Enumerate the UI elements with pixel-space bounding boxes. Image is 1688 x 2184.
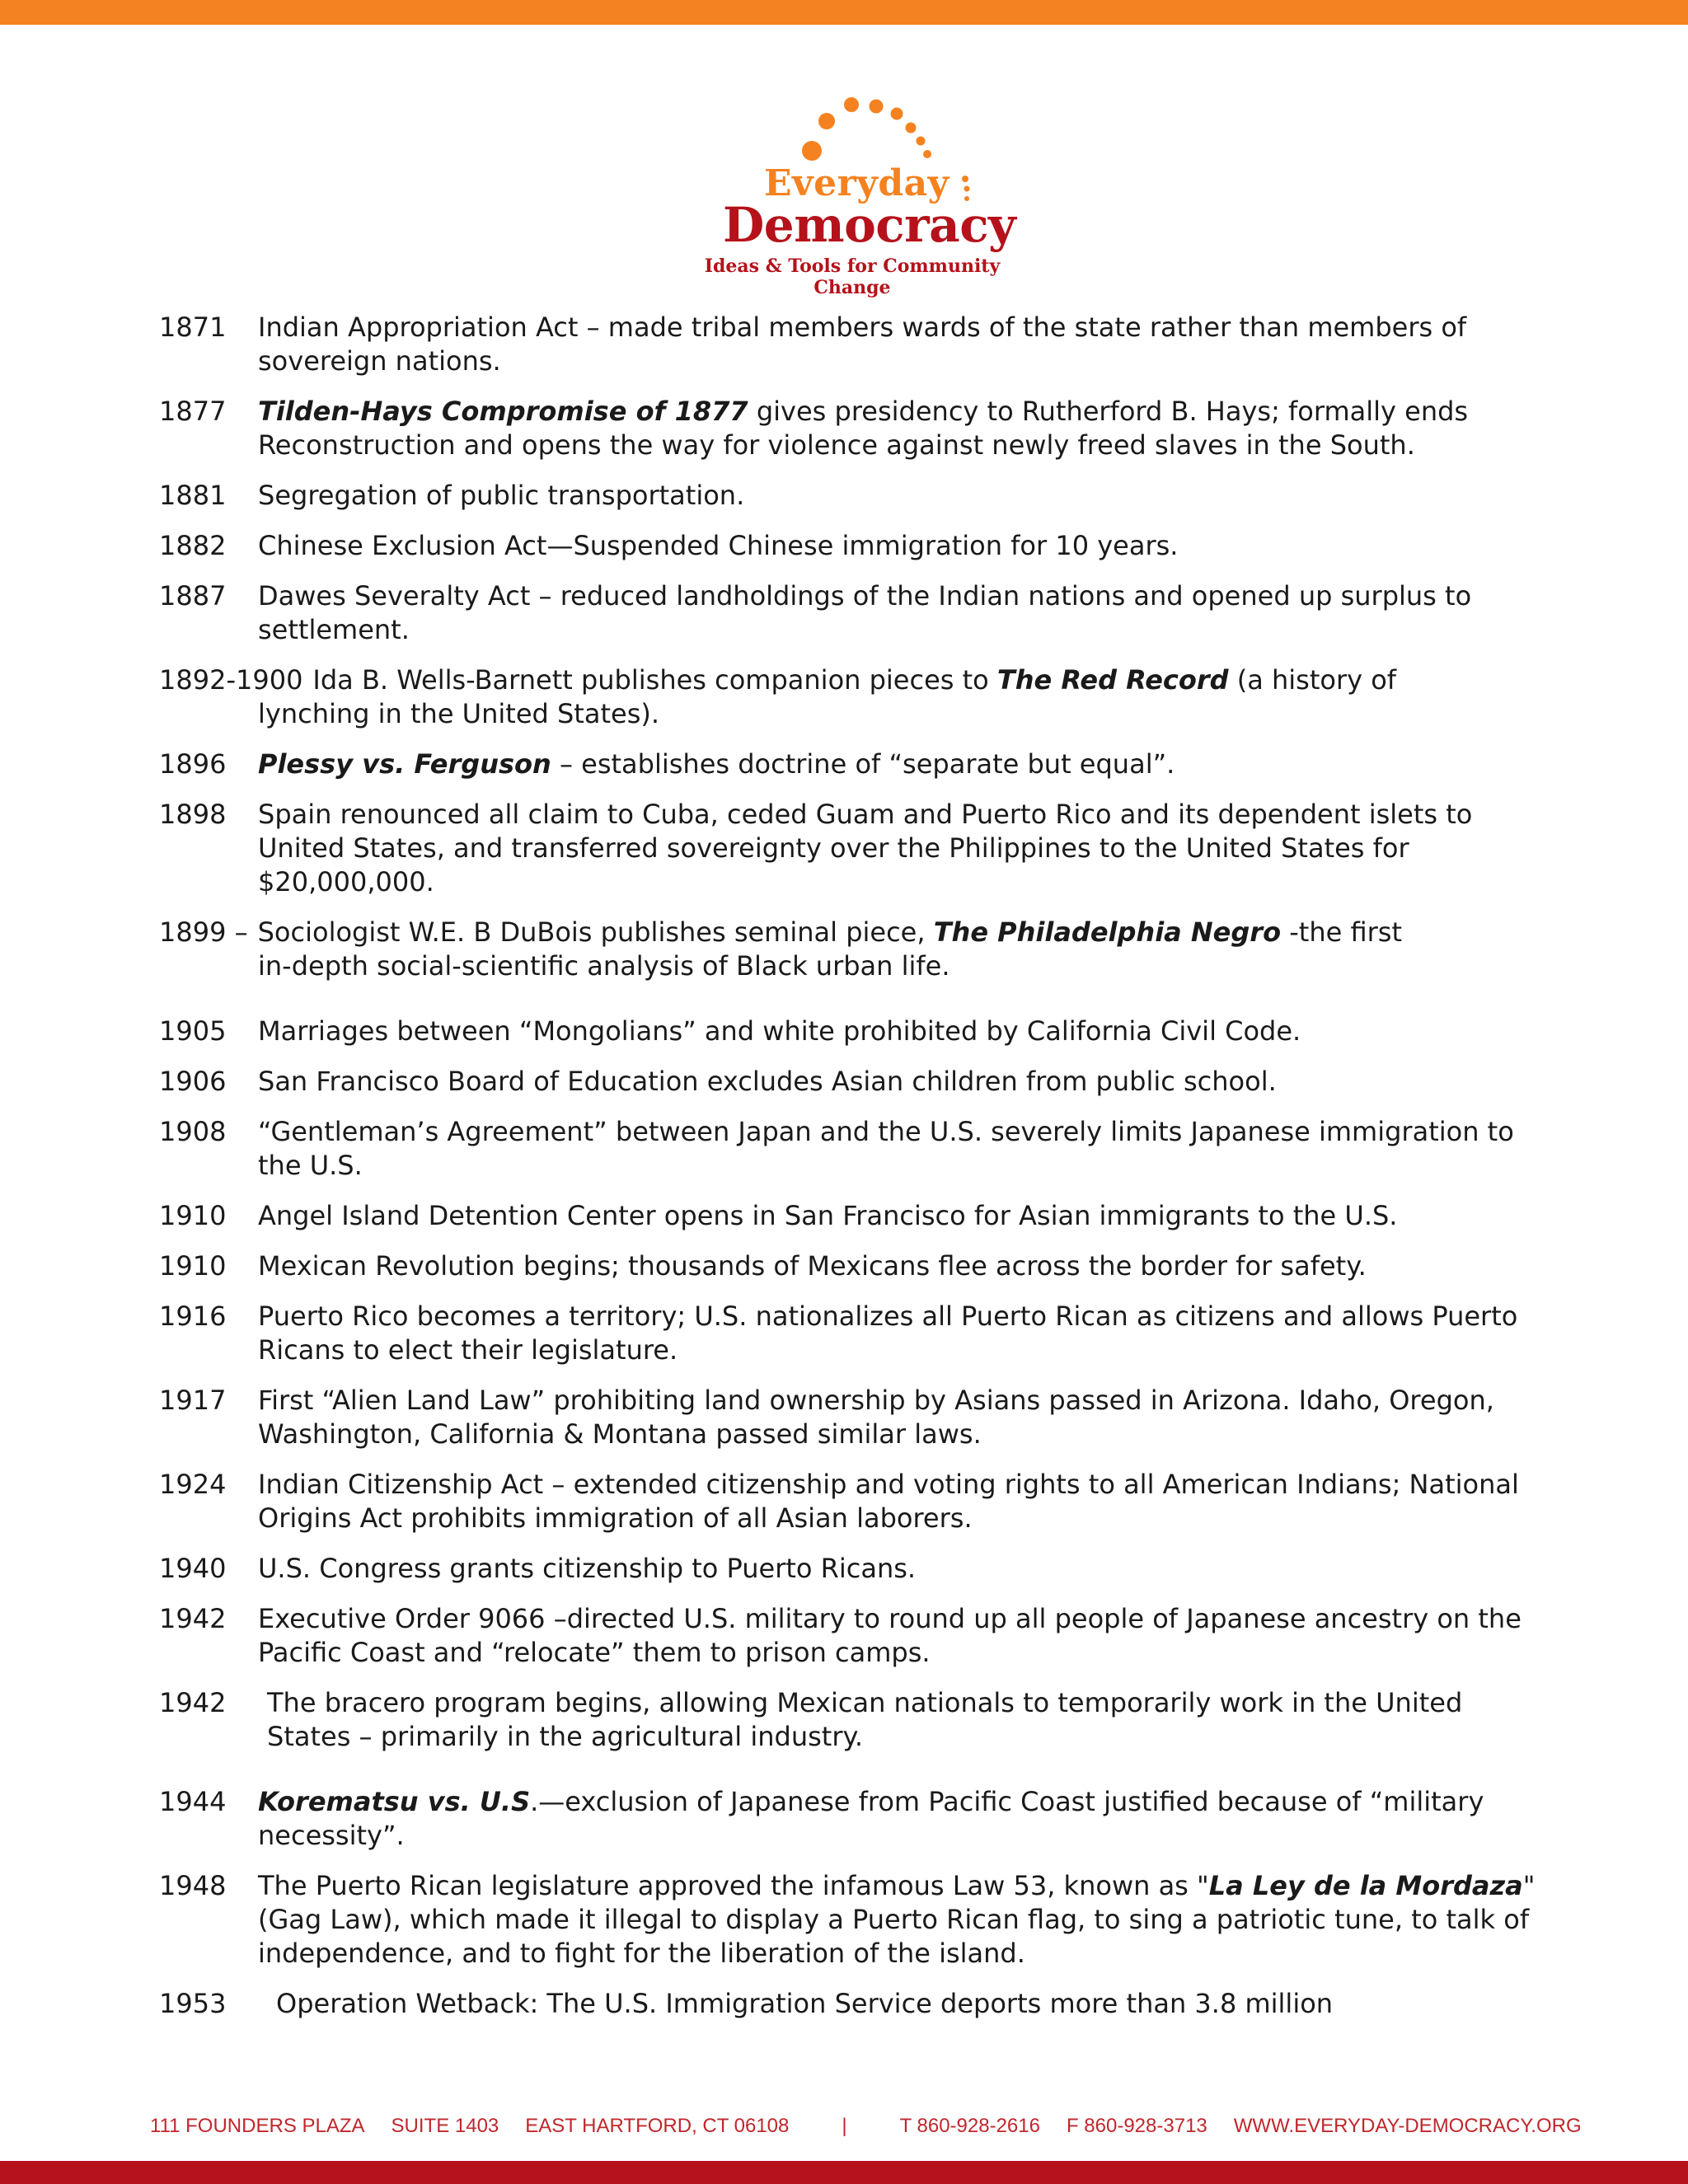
footer-website-link[interactable]: WWW.EVERYDAY-DEMOCRACY.ORG [1233,2115,1582,2137]
entry-description [159,798,1544,899]
entry-description [159,916,1544,983]
footer-city: EAST HARTFORD, CT 06108 [525,2115,790,2137]
everyday-democracy-logo [663,87,1034,298]
footer-suite: SUITE 1403 [391,2115,499,2137]
timeline-entry [159,1065,1544,1099]
entry-description [159,311,1544,378]
entry-year: 1940 [159,1553,227,1584]
entry-year: 1881 [159,480,227,511]
entry-text: Mexican Revolution begins; thousands of Mexicans flee across the border for safety. [258,1250,1367,1282]
entry-description [159,1015,1544,1048]
entry-text: gives presidency to Rutherford B. Hays; formally ends Reconstruction and opens the way for violence against newly freed slaves in the South. [258,396,1469,461]
entry-text: The Puerto Rican legislature approved the infamous Law 53, known as " [258,1870,1209,1901]
entry-text: Executive Order 9066 –directed U.S. military to round up all people of Japanese ancestry on the Pacific Coast and “relocate” them to prison camps. [258,1603,1522,1668]
entry-year: 1898 [159,799,227,830]
entry-description [159,395,1544,462]
timeline-entry [159,1115,1544,1183]
entry-text: Spain renounced all claim to Cuba, ceded Guam and Puerto Rico and its dependent islets to United States, and transferred sovereignty over the Philippines to the United States for $20,000,000. [258,799,1473,898]
footer-address: 111 FOUNDERS PLAZA [150,2115,365,2137]
entry-description [159,663,1544,731]
timeline-entry [159,1249,1544,1283]
timeline-entry [159,916,1544,983]
entry-text: Marriages between “Mongolians” and white prohibited by California Civil Code. [258,1015,1301,1047]
entry-text: Ida B. Wells-Barnett publishes companion pieces to [312,664,997,696]
entry-continuation: lynching in the United States). [258,698,660,729]
entry-description [159,579,1544,647]
entry-year: 1924 [159,1469,227,1500]
entry-text: – establishes doctrine of “separate but equal”. [551,748,1175,780]
entry-description [159,1249,1544,1283]
timeline-entry [159,1199,1544,1233]
entry-description [159,1065,1544,1099]
entry-text: The bracero program begins, allowing Mexican nationals to temporarily work in the United States – primarily in the agricultural industry. [267,1687,1463,1752]
entry-description [159,1384,1544,1451]
timeline-entry [159,579,1544,647]
timeline-entry [159,1987,1544,2021]
top-accent-bar [0,0,1688,25]
bottom-accent-bar [0,2161,1688,2184]
timeline-entry [159,1602,1544,1670]
entry-year: 1917 [159,1385,227,1416]
entry-description [159,1869,1544,1971]
entry-year: 1942 [159,1603,227,1634]
entry-text: -the first [1281,916,1402,948]
timeline-list [159,311,1544,2037]
entry-emphasis: Tilden-Hays Compromise of 1877 [258,396,748,427]
entry-text: " (Gag Law), which made it illegal to display a Puerto Rican flag, to sing a patriotic tune, to talk of independence, and to fight for the liberation of the island. [258,1870,1536,1969]
entry-emphasis: The Red Record [996,664,1229,696]
entry-text: Chinese Exclusion Act—Suspended Chinese immigration for 10 years. [258,530,1179,561]
entry-year: 1871 [159,312,227,343]
logo-wordmark-everyday: Everyday [764,162,950,204]
entry-text: First “Alien Land Law” prohibiting land ownership by Asians passed in Arizona. Idaho, Oregon, Washington, California & Montana passed similar laws. [258,1385,1494,1450]
timeline-entry [159,748,1544,781]
entry-text: Indian Appropriation Act – made tribal members wards of the state rather than members of sovereign nations. [258,312,1467,377]
entry-year: 1942 [159,1687,227,1718]
entry-description [159,1686,1544,1754]
footer-contact [150,2115,1582,2138]
entry-text: U.S. Congress grants citizenship to Puerto Ricans. [258,1553,917,1584]
logo-tagline: Ideas & Tools for Community Change [704,255,1001,298]
entry-year: 1892-1900 [159,664,303,696]
entry-year: 1916 [159,1301,227,1332]
entry-description [159,1115,1544,1183]
entry-year: 1908 [159,1116,227,1147]
entry-year: 1887 [159,580,227,612]
timeline-entry [159,1552,1544,1586]
entry-description [159,1987,1544,2021]
footer-separator: | [842,2115,847,2137]
entry-text: Angel Island Detention Center opens in San Francisco for Asian immigrants to the U.S. [258,1200,1398,1231]
timeline-entry [159,529,1544,563]
entry-text: “Gentleman’s Agreement” between Japan and the U.S. severely limits Japanese immigration to the U.S. [258,1116,1514,1181]
logo-wordmark-democracy: Democracy [723,197,1016,253]
entry-year: 1910 [159,1250,227,1282]
entry-emphasis: The Philadelphia Negro [933,916,1282,948]
entry-emphasis: Plessy vs. Ferguson [258,748,551,780]
entry-year: 1896 [159,748,227,780]
entry-description [159,1199,1544,1233]
footer-phone: T 860-928-2616 [899,2115,1040,2137]
timeline-entry [159,1300,1544,1367]
entry-text: Operation Wetback: The U.S. Immigration Service deports more than 3.8 million [276,1988,1334,2019]
entry-continuation: in-depth social-scientific analysis of Black urban life. [258,950,950,982]
entry-emphasis: La Ley de la Mordaza [1208,1870,1523,1901]
entry-description [159,1300,1544,1367]
entry-year: 1899 – [159,916,248,948]
entry-year: 1877 [159,396,227,427]
entry-text: .—exclusion of Japanese from Pacific Coast justified because of “military necessity”. [258,1786,1484,1851]
entry-year: 1944 [159,1786,227,1817]
entry-text: Dawes Severalty Act – reduced landholdings of the Indian nations and opened up surplus to settlement. [258,580,1472,645]
entry-description [159,1602,1544,1670]
timeline-entry [159,1686,1544,1754]
entry-year: 1906 [159,1066,227,1097]
entry-description [159,529,1544,563]
entry-description [159,1552,1544,1586]
timeline-entry [159,1468,1544,1535]
timeline-entry [159,1384,1544,1451]
entry-text: Indian Citizenship Act – extended citizenship and voting rights to all American Indians; National Origins Act prohibits immigration of all Asian laborers. [258,1469,1519,1534]
entry-text: San Francisco Board of Education excludes Asian children from public school. [258,1066,1277,1097]
timeline-entry [159,798,1544,899]
entry-year: 1948 [159,1870,227,1901]
timeline-entry [159,1015,1544,1048]
timeline-entry [159,663,1544,731]
timeline-entry [159,395,1544,462]
entry-description [159,748,1544,781]
entry-year: 1882 [159,530,227,561]
timeline-entry [159,1869,1544,1971]
entry-text: Sociologist W.E. B DuBois publishes seminal piece, [257,916,934,948]
entry-text: Puerto Rico becomes a territory; U.S. nationalizes all Puerto Rican as citizens and allows Puerto Ricans to elect their legislature. [258,1301,1518,1366]
entry-emphasis: Korematsu vs. U.S [258,1786,531,1817]
entry-description [159,479,1544,513]
entry-description [159,1468,1544,1535]
entry-year: 1905 [159,1015,227,1047]
entry-text: Segregation of public transportation. [258,480,745,511]
entry-text: (a history of [1228,664,1397,696]
timeline-entry [159,1785,1544,1853]
footer-fax: F 860-928-3713 [1066,2115,1207,2137]
timeline-entry [159,311,1544,378]
entry-year: 1953 [159,1988,227,2019]
timeline-entry [159,479,1544,513]
entry-year: 1910 [159,1200,227,1231]
entry-description [159,1785,1544,1853]
